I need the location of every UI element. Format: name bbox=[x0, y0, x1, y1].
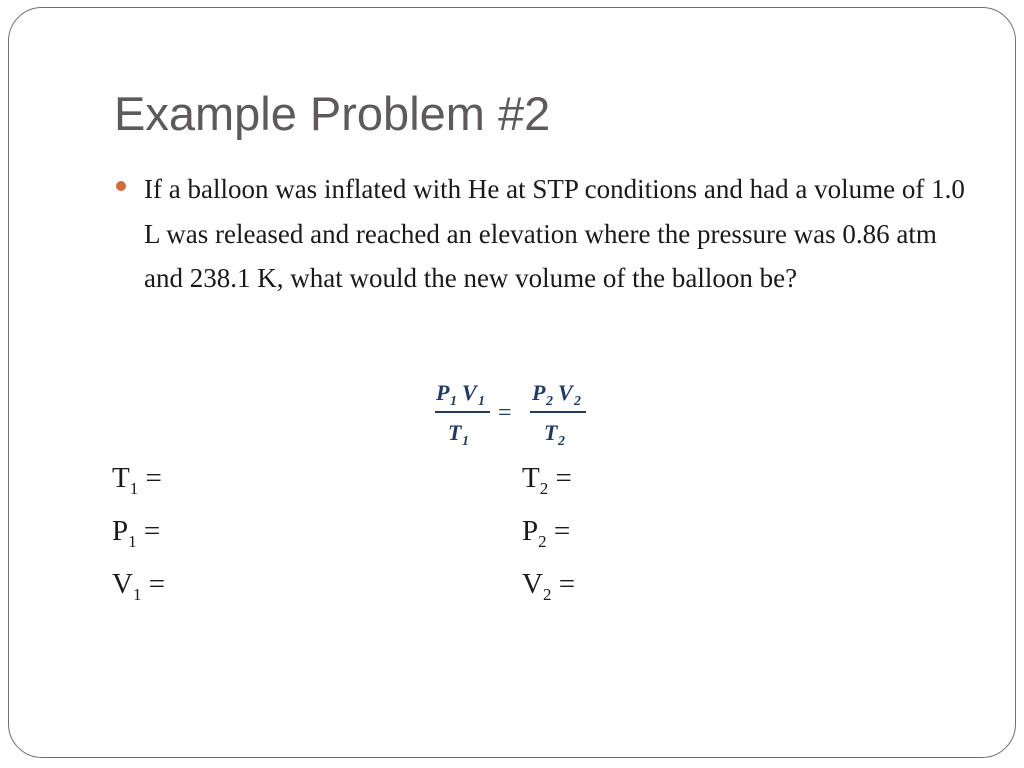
combined-gas-law-formula bbox=[432, 374, 592, 450]
bullet-marker bbox=[116, 181, 126, 191]
formula-left-v-sub: 1 bbox=[478, 394, 485, 409]
formula-left-p-sub: 1 bbox=[450, 394, 457, 409]
formula-right-t: T bbox=[544, 420, 558, 445]
formula-left-p: P bbox=[436, 380, 450, 405]
formula-equals: = bbox=[498, 400, 512, 426]
slide-title: Example Problem #2 bbox=[114, 87, 551, 140]
v1-label: $V_1$ = bbox=[112, 568, 166, 604]
formula-right-t-sub: 2 bbox=[558, 434, 565, 449]
formula-right-p-sub: 2 bbox=[546, 394, 553, 409]
formula-left-t: T bbox=[448, 420, 462, 445]
p2-label: $P_2$ = bbox=[522, 515, 571, 551]
formula-left-t-sub: 1 bbox=[462, 434, 469, 449]
p1-label: $P_1$ = bbox=[112, 515, 161, 551]
t2-label: $T_2$ = bbox=[522, 462, 572, 498]
problem-text: If a balloon was inflated with He at STP conditions and had a volume of 1.0 L was released and reached an elevation where the pressure was 0.86 atm and 238.1 K, what would the new volume of the balloon be? bbox=[144, 174, 965, 294]
formula-right-v: V bbox=[558, 380, 573, 405]
t1-label: $T_1$ = bbox=[112, 462, 162, 498]
formula-left-v: V bbox=[462, 380, 477, 405]
formula-right-p: P bbox=[532, 380, 546, 405]
formula-right-v-sub: 2 bbox=[574, 394, 581, 409]
v2-label: $V_2$ = bbox=[522, 568, 576, 604]
